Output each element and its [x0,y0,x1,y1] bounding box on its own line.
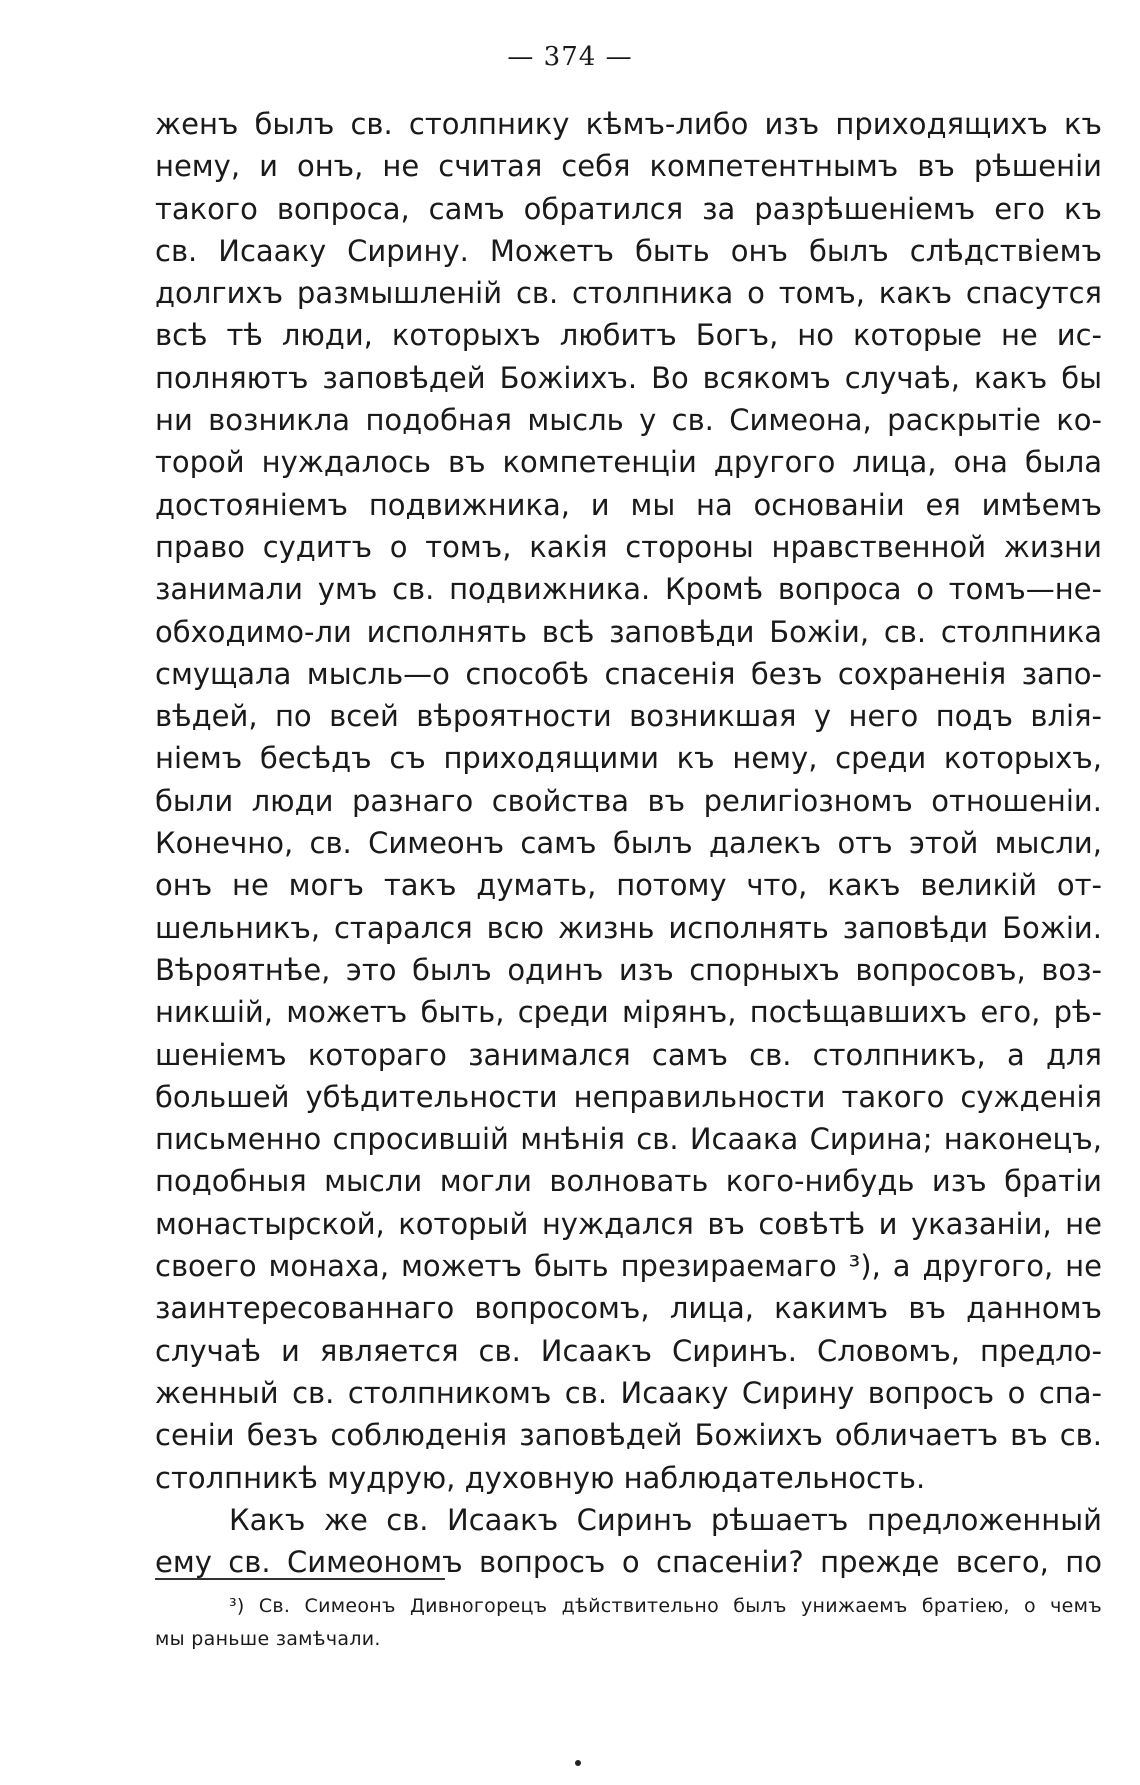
text-line: долгихъ размышленій св. столпника о томъ, какъ спасутся [155,276,1102,311]
text-line: большей убѣдительности неправильности такого сужденія [155,1079,1102,1114]
text-line: вѣдей, по всей вѣроятности возникшая у него подъ влія- [155,699,1102,734]
text-line: такого вопроса, самъ обратился за разрѣшеніемъ его къ [155,191,1102,226]
text-line: письменно спросившій мнѣнія св. Исаака Сирина; наконецъ, [155,1122,1102,1157]
text-line: были люди разнаго свойства въ религіозномъ отношеніи. [155,783,1102,818]
text-line: торой нуждалось въ компетенціи другого лица, она была [155,445,1102,480]
text-line: св. Исааку Сирину. Можетъ быть онъ былъ слѣдствіемъ [155,233,1102,268]
text-line: Вѣроятнѣе, это былъ одинъ изъ спорныхъ вопросовъ, воз- [155,952,1102,987]
text-line: Конечно, св. Симеонъ самъ былъ далекъ отъ этой мысли, [155,826,1102,861]
text-line: шеніемъ котораго занимался самъ св. столпникъ, а для [155,1037,1102,1072]
text-line: ніемъ бесѣдъ съ приходящими къ нему, среди которыхъ, [155,741,1102,776]
text-line: всѣ тѣ люди, которыхъ любитъ Богъ, но которые не ис- [155,318,1102,353]
text-line: заинтересованнаго вопросомъ, лица, какимъ въ данномъ [155,1291,1102,1326]
text-line: столпникѣ мудрую, духовную наблюдательность. [155,1460,926,1495]
text-line: никшій, можетъ быть, среди мірянъ, посѣщавшихъ его, рѣ- [155,995,1102,1030]
text-line: ни возникла подобная мысль у св. Симеона, раскрытіе ко- [155,403,1102,438]
text-line: сеніи безъ соблюденія заповѣдей Божіихъ обличаетъ въ св. [155,1418,1102,1453]
text-line: монастырской, который нуждался въ совѣтѣ и указаніи, не [155,1206,1102,1241]
text-line: своего монаха, можетъ быть презираемаго ³), а другого, не [155,1249,1102,1284]
text-line: занимали умъ св. подвижника. Кромѣ вопроса о томъ—не- [155,572,1102,607]
text-line: онъ не могъ такъ думать, потому что, какъ великій от- [155,868,1102,903]
text-line: женный св. столпникомъ св. Исааку Сирину вопросъ о спа- [155,1375,1102,1410]
paragraph-start-line: Какъ же св. Исаакъ Сиринъ рѣшаетъ предложенный [229,1502,1102,1537]
text-line: нему, и онъ, не считая себя компетентнымъ въ рѣшеніи [155,149,1102,184]
body-text [155,103,1102,1583]
text-line: подобныя мысли могли волновать кого-нибудь изъ братіи [155,1164,1102,1199]
footnote-divider [155,1578,445,1580]
text-line: женъ былъ св. столпнику кѣмъ-либо изъ приходящихъ къ [155,107,1102,141]
text-line: обходимо-ли исполнять всѣ заповѣди Божіи, св. столпника [155,614,1102,649]
print-mark-dot [575,1760,581,1766]
text-line: случаѣ и является св. Исаакъ Сиринъ. Словомъ, предло- [155,1333,1102,1368]
page-number: — 374 — [507,42,633,72]
footnotes [155,1590,1102,1656]
footnote-line: мы раньше замѣчали. [155,1628,381,1650]
text-line: право судитъ о томъ, какія стороны нравственной жизни [155,529,1102,564]
text-line: ему св. Симеономъ вопросъ о спасеніи? прежде всего, по [155,1545,1102,1580]
text-line: шельникъ, старался всю жизнь исполнять заповѣди Божіи. [155,910,1102,945]
text-line: полняютъ заповѣдей Божіихъ. Во всякомъ случаѣ, какъ бы [155,360,1102,395]
footnote-line: ³) Св. Симеонъ Дивногорецъ дѣйствительно былъ унижаемъ братіею, о чемъ [229,1595,1102,1617]
text-line: смущала мысль—о способѣ спасенія безъ сохраненія запо- [155,656,1102,691]
text-line: достояніемъ подвижника, и мы на основаніи ея имѣемъ [155,487,1102,522]
